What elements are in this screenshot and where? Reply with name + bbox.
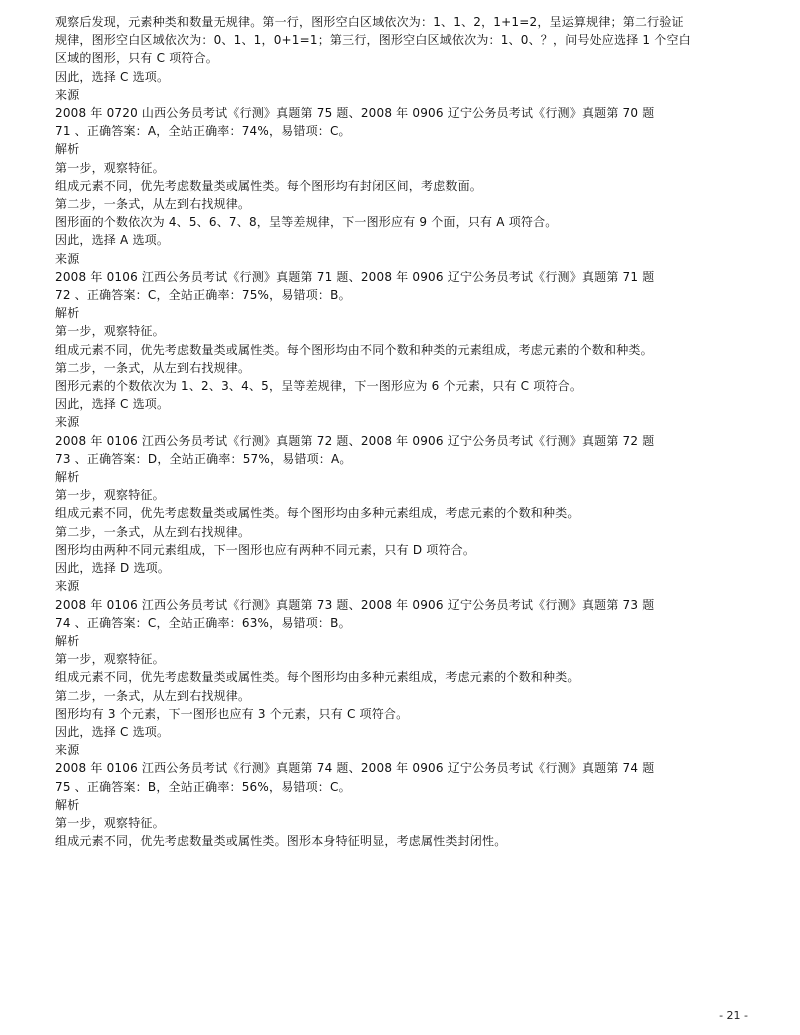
text-line: 因此，选择 C 选项。 xyxy=(55,69,170,84)
text-line: 第二步，一条式，从左到右找规律。 xyxy=(55,360,251,375)
text-line: 因此，选择 C 选项。 xyxy=(55,397,170,412)
text-line: 图形均由两种不同元素组成，下一图形也应有两种不同元素，只有 D 项符合。 xyxy=(55,542,476,557)
text-line: 来源 xyxy=(55,743,80,758)
page-number: - 21 - xyxy=(719,1009,748,1022)
text-line: 75 、正确答案：B，全站正确率：56%，易错项：C。 xyxy=(55,779,351,794)
text-line: 因此，选择 A 选项。 xyxy=(55,233,170,248)
text-line: 解析 xyxy=(55,306,80,321)
text-line: 来源 xyxy=(55,251,80,266)
text-line: 第二步，一条式，从左到右找规律。 xyxy=(55,524,251,539)
text-line: 观察后发现，元素种类和数量无规律。第一行，图形空白区域依次为：1、1、2，1+1=2，呈运算规律；第二行验证 xyxy=(55,15,684,29)
text-line: 组成元素不同，优先考虑数量类或属性类。每个图形均由不同个数和种类的元素组成，考虑元素的个数和种类。 xyxy=(55,342,653,357)
text-line: 图形面的个数依次为 4、5、6、7、8，呈等差规律，下一图形应有 9 个面，只有 A 项符合。 xyxy=(55,215,558,230)
text-line: 第二步，一条式，从左到右找规律。 xyxy=(55,688,251,703)
text-line: 来源 xyxy=(55,579,80,594)
text-line: 第一步，观察特征。 xyxy=(55,324,165,339)
text-line: 来源 xyxy=(55,415,80,430)
text-line: 第一步，观察特征。 xyxy=(55,160,165,175)
text-line: 图形均有 3 个元素，下一图形也应有 3 个元素，只有 C 项符合。 xyxy=(55,706,409,721)
text-line: 第一步，观察特征。 xyxy=(55,488,165,503)
text-line: 72 、正确答案：C，全站正确率：75%，易错项：B。 xyxy=(55,288,351,303)
text-line: 因此，选择 C 选项。 xyxy=(55,724,170,739)
text-line: 组成元素不同，优先考虑数量类或属性类。每个图形均由多种元素组成，考虑元素的个数和种类。 xyxy=(55,670,580,685)
text-line: 2008 年 0106 江西公务员考试《行测》真题第 71 题、2008 年 0906 辽宁公务员考试《行测》真题第 71 题 xyxy=(55,269,655,284)
text-line: 解析 xyxy=(55,633,80,648)
text-line: 因此，选择 D 选项。 xyxy=(55,561,171,576)
text-line: 71 、正确答案：A，全站正确率：74%，易错项：C。 xyxy=(55,124,351,139)
text-line: 解析 xyxy=(55,142,80,157)
text-line: 组成元素不同，优先考虑数量类或属性类。每个图形均由多种元素组成，考虑元素的个数和种类。 xyxy=(55,506,580,521)
text-line: 图形元素的个数依次为 1、2、3、4、5，呈等差规律，下一图形应为 6 个元素，只有 C 项符合。 xyxy=(55,379,583,394)
text-line: 2008 年 0106 江西公务员考试《行测》真题第 72 题、2008 年 0906 辽宁公务员考试《行测》真题第 72 题 xyxy=(55,433,655,448)
document-body xyxy=(55,13,755,850)
text-line: 来源 xyxy=(55,87,80,102)
text-line: 第一步，观察特征。 xyxy=(55,652,165,667)
text-line: 73 、正确答案：D，全站正确率：57%，易错项：A。 xyxy=(55,451,352,466)
text-line: 区域的图形，只有 C 项符合。 xyxy=(55,51,219,66)
text-line: 74 、正确答案：C，全站正确率：63%，易错项：B。 xyxy=(55,615,351,630)
text-line: 第二步，一条式，从左到右找规律。 xyxy=(55,197,251,212)
text-line: 2008 年 0106 江西公务员考试《行测》真题第 74 题、2008 年 0906 辽宁公务员考试《行测》真题第 74 题 xyxy=(55,761,655,776)
text-line: 2008 年 0720 山西公务员考试《行测》真题第 75 题、2008 年 0906 辽宁公务员考试《行测》真题第 70 题 xyxy=(55,106,655,121)
text-line: 组成元素不同，优先考虑数量类或属性类。图形本身特征明显，考虑属性类封闭性。 xyxy=(55,834,507,849)
text-line: 第一步，观察特征。 xyxy=(55,815,165,830)
text-line: 解析 xyxy=(55,797,80,812)
text-line: 规律，图形空白区域依次为：0、1、1，0+1=1；第三行，图形空白区域依次为：1、0、？，问号处应选择 1 个空白 xyxy=(55,33,691,48)
text-line: 2008 年 0106 江西公务员考试《行测》真题第 73 题、2008 年 0906 辽宁公务员考试《行测》真题第 73 题 xyxy=(55,597,655,612)
text-line: 解析 xyxy=(55,470,80,485)
text-line: 组成元素不同，优先考虑数量类或属性类。每个图形均有封闭区间，考虑数面。 xyxy=(55,178,483,193)
